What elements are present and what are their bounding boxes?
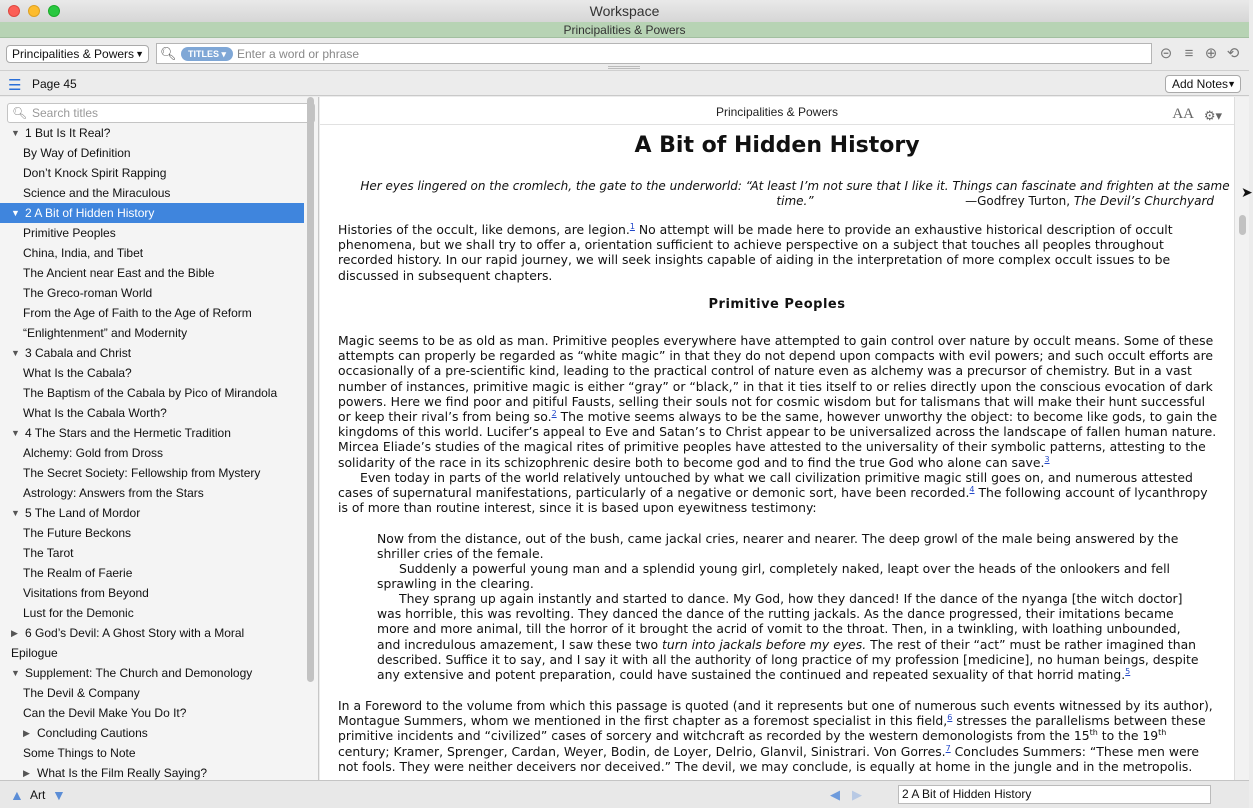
toc-item-label: The Secret Society: Fellowship from Mystery bbox=[23, 466, 261, 480]
toc-item-label: Astrology: Answers from the Stars bbox=[23, 486, 204, 500]
footnote-link[interactable]: 4 bbox=[969, 485, 975, 495]
footnote-link[interactable]: 3 bbox=[1044, 454, 1050, 464]
add-notes-button[interactable] bbox=[1165, 75, 1241, 93]
resize-grip[interactable] bbox=[608, 66, 640, 69]
toc-list bbox=[0, 123, 304, 783]
toc-item[interactable] bbox=[0, 343, 304, 363]
title-search-input[interactable] bbox=[32, 106, 302, 120]
table-of-contents-icon[interactable]: ☰ bbox=[8, 77, 22, 94]
footnote-link[interactable]: 7 bbox=[945, 743, 951, 753]
toc-item[interactable] bbox=[0, 623, 304, 643]
search-scope-pill[interactable]: TITLES ▾ bbox=[181, 47, 233, 61]
art-label: Art bbox=[30, 788, 46, 802]
paragraph-text: Histories of the occult, like demons, are legion. bbox=[338, 222, 630, 237]
toc-item[interactable] bbox=[0, 303, 304, 323]
paragraph-text: In a Foreword to the volume from which this passage is quoted (and it represents but one of numerous such events witnessed by its author), Montague Summers, whom we mentioned in the first chapter as a foremost specialist in this field, bbox=[338, 698, 1213, 729]
toc-item-label: Can the Devil Make You Do It? bbox=[23, 706, 187, 720]
epigraph-quote: Her eyes lingered on the cromlech, the gate to the underworld: “At least I’m not sure that I like it. Things can fascinate and frighten at the same time.” bbox=[360, 179, 1230, 209]
location-field[interactable]: 2 A Bit of Hidden History bbox=[898, 785, 1211, 804]
add-notes-label: Add Notes bbox=[1172, 77, 1229, 91]
toc-item[interactable] bbox=[0, 123, 304, 143]
paragraph-text: to the 19 bbox=[1097, 728, 1159, 744]
search-scope-label: TITLES bbox=[187, 49, 219, 59]
disclosure-right-icon[interactable]: ▶ bbox=[23, 768, 30, 778]
title-search-box[interactable] bbox=[7, 103, 315, 123]
toc-item[interactable] bbox=[0, 423, 304, 443]
toc-item-label: The Baptism of the Cabala by Pico of Mirandola bbox=[23, 386, 278, 400]
epigraph-attribution bbox=[965, 194, 1214, 209]
toc-item-label: Concluding Cautions bbox=[37, 726, 148, 740]
resource-dropdown[interactable] bbox=[6, 45, 149, 63]
toc-item[interactable] bbox=[0, 163, 304, 183]
triangle-up-icon[interactable]: ▲ bbox=[10, 787, 24, 803]
table-of-contents-sidebar bbox=[0, 97, 319, 780]
sidebar-scrollbar[interactable] bbox=[307, 97, 314, 682]
toc-item-label: The Realm of Faerie bbox=[23, 566, 133, 580]
paragraph-text: The motive seems always to be the same, however unworthy the object: to become like gods, to gain the kingdoms of this world. Lucifer’s appeal to Eve and Satan’s to Christ appear to be universalized across the landscape of fallen human nature. Mircea Eliade’s studies of the magical rites of primitive peoples have attested to the universality of their symbolic patterns, attesting to the solidarity of the race in its schizophrenic desire both to become god and to find the true God who alone can save. bbox=[338, 409, 1218, 470]
toc-item[interactable] bbox=[0, 203, 304, 223]
reader-header bbox=[320, 97, 1234, 125]
back-arrow-icon[interactable]: ◀ bbox=[830, 787, 840, 802]
toc-item-label: The Future Beckons bbox=[23, 526, 132, 540]
toc-item-label: Science and the Miraculous bbox=[23, 186, 171, 200]
toc-item-label: 5 The Land of Mordor bbox=[25, 506, 141, 520]
paragraph-text: Magic seems to be as old as man. Primitive peoples everywhere have attempted to gain control over nature by occult means. Some of these attempts can properly be regarded as “white magic” in that they do not depend upon compacts with evil powers; and such occult efforts are occasionally of a pre-scientific kind, leading to the practical control of nature even as alchemy was a precursor of chemistry. But in a vast number of instances, primitive magic is either “gray” or “black,” in that it ties itself to or relies directly upon the conscious evocation of dark powers. Here we find poor and pitiful Fausts, selling their souls not for cosmic wisdom but for talismans that will make their hunt successful or keep their rival’s from being so. bbox=[338, 333, 1214, 425]
list-menu-icon[interactable]: ≡ bbox=[1184, 45, 1194, 62]
superscript: th bbox=[1089, 728, 1098, 738]
paragraph-text: stresses the parallelisms between these primitive incidents and “civilized” cases of sorcery and witchcraft as recorded by the western demonologists from the 15 bbox=[338, 713, 1206, 744]
toc-item-label: “Enlightenment” and Modernity bbox=[23, 326, 188, 340]
toc-item-label: By Way of Definition bbox=[23, 146, 131, 160]
toc-item-label: 6 God’s Devil: A Ghost Story with a Moral bbox=[25, 626, 245, 640]
toc-item-label: Supplement: The Church and Demonology bbox=[25, 666, 253, 680]
toc-item[interactable] bbox=[0, 663, 304, 683]
chevron-down-icon: ▼ bbox=[1227, 79, 1236, 89]
blockquote-paragraph-2: Suddenly a powerful young man and a splendid young girl, completely naked, leapt over the heads of the onlookers and fell sprawling in the clearing. bbox=[377, 561, 1171, 592]
paragraph-3 bbox=[338, 470, 1218, 516]
disclosure-right-icon[interactable]: ▶ bbox=[11, 628, 18, 638]
resource-dropdown-value: Principalities & Powers bbox=[12, 47, 135, 61]
toc-item[interactable] bbox=[0, 223, 304, 243]
gear-icon[interactable]: ⚙▾ bbox=[1203, 108, 1222, 123]
resource-title: Principalities & Powers bbox=[563, 23, 686, 37]
footnote-link[interactable]: 6 bbox=[947, 713, 953, 723]
toc-item[interactable] bbox=[0, 403, 304, 423]
search-icon: 🔍︎ bbox=[12, 106, 28, 120]
toc-item-label: 2 A Bit of Hidden History bbox=[25, 206, 155, 220]
toc-item-label: Alchemy: Gold from Dross bbox=[23, 446, 164, 460]
disclosure-down-icon[interactable]: ▼ bbox=[11, 128, 20, 138]
toc-item-label: The Tarot bbox=[23, 546, 74, 560]
disclosure-right-icon[interactable]: ▶ bbox=[23, 728, 30, 738]
search-box[interactable] bbox=[156, 43, 1152, 64]
search-icon[interactable]: 🔍︎ bbox=[160, 46, 177, 61]
add-icon[interactable]: ⊕ bbox=[1204, 45, 1218, 62]
reader-header-title: Principalities & Powers bbox=[715, 105, 839, 119]
toc-item[interactable] bbox=[0, 503, 304, 523]
toc-item[interactable] bbox=[0, 363, 304, 383]
footnote-link[interactable]: 1 bbox=[629, 222, 635, 231]
toc-item-label: Lust for the Demonic bbox=[23, 606, 134, 620]
disclosure-down-icon[interactable]: ▼ bbox=[11, 428, 20, 438]
toc-item-label: 4 The Stars and the Hermetic Tradition bbox=[25, 426, 231, 440]
paragraph-text: The following account of lycanthropy is of more than routine interest, since it is based upon eyewitness testimony: bbox=[338, 485, 1208, 516]
close-window-button[interactable] bbox=[8, 5, 20, 17]
toc-item-label: What Is the Film Really Saying? bbox=[37, 766, 208, 780]
toc-item-label: 3 Cabala and Christ bbox=[25, 346, 132, 360]
toc-item-label: Primitive Peoples bbox=[23, 226, 116, 240]
zoom-window-button[interactable] bbox=[48, 5, 60, 17]
page-number: Page 45 bbox=[32, 77, 77, 91]
paragraph-text: No attempt will be made here to provide an exhaustive historical description of occult phenomena, but we shall try to offer a, orientation sufficient to achieve perspective on a subject that touches all peoples throughout recorded history. In our rapid journey, we will seek insights capable of aiding in the interpretation of more complex occult issues to be discussed in subsequent chapters. bbox=[338, 222, 1173, 283]
paragraph-italic: turn into jackals before my eyes. bbox=[662, 636, 867, 652]
mouse-cursor-icon: ➤ bbox=[1241, 184, 1253, 200]
bottom-bar bbox=[0, 780, 1249, 808]
window-titlebar bbox=[0, 0, 1249, 22]
zoom-search-icon[interactable]: ⊝ bbox=[1159, 45, 1173, 62]
article-title: A Bit of Hidden History bbox=[634, 133, 920, 158]
toc-item-label: China, India, and Tibet bbox=[23, 246, 144, 260]
blockquote-paragraph-1: Now from the distance, out of the bush, came jackal cries, nearer and nearer. The deep growl of the male being answered by the shriller cries of the female. bbox=[377, 531, 1179, 562]
toc-item-label: Epilogue bbox=[11, 646, 58, 660]
paragraph-1 bbox=[338, 222, 1218, 283]
epigraph-book: The Devil’s Churchyard bbox=[1073, 194, 1214, 208]
forward-arrow-icon[interactable]: ▶ bbox=[852, 787, 862, 802]
epigraph-author: —Godfrey Turton, bbox=[965, 194, 1074, 208]
section-heading: Primitive Peoples bbox=[708, 297, 846, 312]
paragraph-4 bbox=[338, 698, 1218, 774]
footnote-link[interactable]: 2 bbox=[551, 409, 557, 419]
paragraph-text: century; Kramer, Sprenger, Cardan, Weyer, Bodin, de Loyer, Delrio, Glanvil, Sinistrari. Von Gorres. bbox=[338, 743, 946, 759]
toc-item[interactable] bbox=[0, 383, 304, 403]
toc-item-label: What Is the Cabala? bbox=[23, 366, 132, 380]
toc-item-label: Don’t Knock Spirit Rapping bbox=[23, 166, 167, 180]
page-bar bbox=[0, 72, 1249, 96]
triangle-down-icon[interactable]: ▼ bbox=[52, 787, 66, 803]
toc-item[interactable] bbox=[0, 563, 304, 583]
paragraph-2 bbox=[338, 333, 1218, 470]
paragraph-text: The rest of their “act” must be rather imagined than described. Suffice it to say, and I say it with all the authority of long practice of my profession [medicine], no human beings, despite any extensive and potent preparation, could have sustained the continued and repeated sexuality of that horrid mating. bbox=[377, 636, 1199, 683]
toc-item[interactable] bbox=[0, 723, 304, 743]
resource-title-bar bbox=[0, 22, 1249, 38]
window-title: Workspace bbox=[589, 3, 660, 19]
share-icon[interactable]: ⟲ bbox=[1226, 45, 1240, 62]
toc-item-label: Some Things to Note bbox=[23, 746, 136, 760]
reader-pane bbox=[320, 97, 1234, 780]
toc-item[interactable] bbox=[0, 183, 304, 203]
toc-item-label: The Ancient near East and the Bible bbox=[23, 266, 215, 280]
blockquote-paragraph-3 bbox=[377, 591, 1207, 682]
minimize-window-button[interactable] bbox=[28, 5, 40, 17]
toc-item[interactable] bbox=[0, 483, 304, 503]
toc-item[interactable] bbox=[0, 143, 304, 163]
toc-item[interactable] bbox=[0, 743, 304, 763]
toc-item[interactable] bbox=[0, 583, 304, 603]
toc-item-label: Visitations from Beyond bbox=[23, 586, 149, 600]
toc-item[interactable] bbox=[0, 283, 304, 303]
font-size-icon[interactable]: AA bbox=[1172, 106, 1194, 122]
paragraph-text: Concludes Summers: “These men were not fools. They were neither deceivers nor deceived.” The devil, we may conclude, is equally at home in the jungle and in the metropolis. bbox=[338, 743, 1200, 774]
disclosure-down-icon[interactable]: ▼ bbox=[11, 208, 20, 218]
disclosure-down-icon[interactable]: ▼ bbox=[11, 508, 20, 518]
chevron-down-icon: ▼ bbox=[135, 49, 144, 59]
toc-item[interactable] bbox=[0, 243, 304, 263]
footnote-link[interactable]: 5 bbox=[1125, 667, 1131, 677]
toc-item[interactable] bbox=[0, 543, 304, 563]
toc-item[interactable] bbox=[0, 643, 304, 663]
scrollbar-thumb[interactable] bbox=[1239, 215, 1246, 235]
disclosure-down-icon[interactable]: ▼ bbox=[11, 668, 20, 678]
toc-item[interactable] bbox=[0, 263, 304, 283]
paragraph-text: Even today in parts of the world relatively untouched by what we call civilization primitive magic still goes on, and numerous attested cases of supernatural manifestations, particularly of a negative or demonic sort, have been recorded. bbox=[338, 470, 1193, 501]
search-input[interactable] bbox=[237, 45, 1137, 62]
toc-item[interactable] bbox=[0, 523, 304, 543]
toc-item-label: What Is the Cabala Worth? bbox=[23, 406, 167, 420]
toc-item[interactable] bbox=[0, 323, 304, 343]
paragraph-text: They sprang up again instantly and started to dance. My God, how they danced! If the dance of the nyanga [the witch doctor] was horrible, this was revolting. They danced the dance of the rutting jackals. As the dance progressed, their imitations became more and more animal, till the horror of it brought the acrid of vomit to the throat. Then, in a twinkling, with loathing unbounded, and incredulous amazement, I saw these two bbox=[377, 591, 1183, 652]
toc-item-label: From the Age of Faith to the Age of Reform bbox=[23, 306, 252, 320]
toc-item[interactable] bbox=[0, 603, 304, 623]
toc-item-label: The Greco-roman World bbox=[23, 286, 153, 300]
disclosure-down-icon[interactable]: ▼ bbox=[11, 348, 20, 358]
toc-item[interactable] bbox=[0, 443, 304, 463]
toc-item[interactable] bbox=[0, 683, 304, 703]
toc-item[interactable] bbox=[0, 703, 304, 723]
toc-item-label: 1 But Is It Real? bbox=[25, 126, 111, 140]
superscript: th bbox=[1158, 728, 1167, 738]
toolbar bbox=[0, 38, 1249, 71]
toc-item-label: The Devil & Company bbox=[23, 686, 140, 700]
toc-item[interactable] bbox=[0, 463, 304, 483]
